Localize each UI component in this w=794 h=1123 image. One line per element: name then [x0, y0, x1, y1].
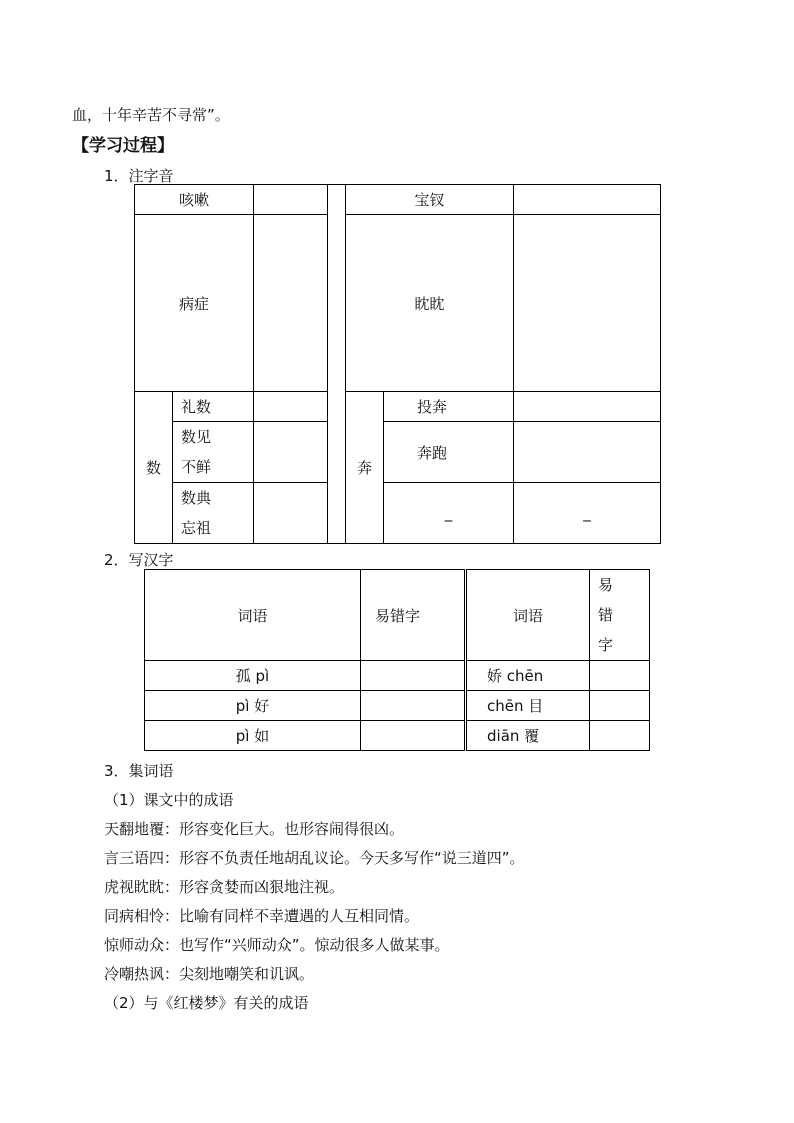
- word-touben: 投奔: [384, 392, 514, 422]
- answer-cell[interactable]: [361, 661, 466, 691]
- word-left: pì 好: [145, 691, 361, 721]
- answer-cell[interactable]: [514, 392, 661, 422]
- q1-title: 1．注字音: [104, 167, 174, 185]
- intro-line: 血，十年辛苦不寻常”。: [72, 106, 230, 124]
- header-word-1: 词语: [145, 570, 361, 661]
- pinyin-table: [134, 184, 661, 544]
- column-gap: [328, 185, 346, 544]
- word-shujian-line2: 不鲜: [181, 458, 212, 476]
- char-shu: 数: [135, 392, 173, 544]
- header-wrong-char-2-line2: 错: [598, 606, 614, 624]
- q2-title: 2．写汉字: [104, 551, 174, 569]
- word-shudian-line2: 忘祖: [181, 519, 212, 537]
- section-heading: 【学习过程】: [72, 136, 174, 156]
- word-right: chēn 目: [466, 691, 590, 721]
- word-lishu: 礼数: [173, 392, 254, 422]
- word-dandan: 眈眈: [346, 215, 514, 392]
- answer-cell[interactable]: [361, 691, 466, 721]
- answer-cell[interactable]: [254, 215, 328, 392]
- answer-cell[interactable]: [590, 661, 650, 691]
- word-right: 娇 chēn: [466, 661, 590, 691]
- answer-cell[interactable]: [254, 392, 328, 422]
- idiom-line: 冷嘲热讽：尖刻地嘲笑和讥讽。: [104, 965, 315, 983]
- q3-subtitle-1: （1）课文中的成语: [104, 791, 234, 809]
- word-shujianbuxian: [173, 422, 254, 483]
- answer-cell[interactable]: [254, 185, 328, 215]
- idiom-line: 虎视眈眈：形容贪婪而凶狠地注视。: [104, 878, 345, 896]
- idiom-line: 同病相怜：比喻有同样不幸遭遇的人互相同情。: [104, 907, 420, 925]
- word-left: 孤 pì: [145, 661, 361, 691]
- idiom-line: 天翻地覆：形容变化巨大。也形容闹得很凶。: [104, 820, 405, 838]
- answer-cell[interactable]: [590, 721, 650, 751]
- header-wrong-char-2-line1: 易: [598, 576, 614, 594]
- answer-cell[interactable]: [514, 422, 661, 483]
- blank-answer-dash: _: [514, 483, 661, 544]
- q3-subtitle-2: （2）与《红楼梦》有关的成语: [104, 994, 309, 1012]
- idiom-line: 言三语四：形容不负责任地胡乱议论。今天多写作“说三道四”。: [104, 849, 525, 867]
- word-shudianwangzu: [173, 483, 254, 544]
- header-wrong-char-2: [590, 570, 650, 661]
- word-shudian-line1: 数典: [181, 489, 212, 507]
- answer-cell[interactable]: [514, 185, 661, 215]
- word-benpao: 奔跑: [384, 422, 514, 483]
- answer-cell[interactable]: [254, 422, 328, 483]
- q3-title: 3．集词语: [104, 762, 174, 780]
- header-wrong-char-1: 易错字: [361, 570, 466, 661]
- word-bingzheng: 病症: [135, 215, 254, 392]
- answer-cell[interactable]: [254, 483, 328, 544]
- answer-cell[interactable]: [514, 215, 661, 392]
- idiom-line: 惊师动众：也写作“兴师动众”。惊动很多人做某事。: [104, 936, 450, 954]
- blank-word-dash: _: [384, 483, 514, 544]
- write-chars-table: [144, 569, 650, 751]
- answer-cell[interactable]: [590, 691, 650, 721]
- word-kesou: 咳嗽: [135, 185, 254, 215]
- word-baochai: 宝钗: [346, 185, 514, 215]
- word-left: pì 如: [145, 721, 361, 751]
- header-word-2: 词语: [466, 570, 590, 661]
- header-wrong-char-2-line3: 字: [598, 636, 614, 654]
- char-ben: 奔: [346, 392, 384, 544]
- word-shujian-line1: 数见: [181, 428, 212, 446]
- answer-cell[interactable]: [361, 721, 466, 751]
- word-right: diān 覆: [466, 721, 590, 751]
